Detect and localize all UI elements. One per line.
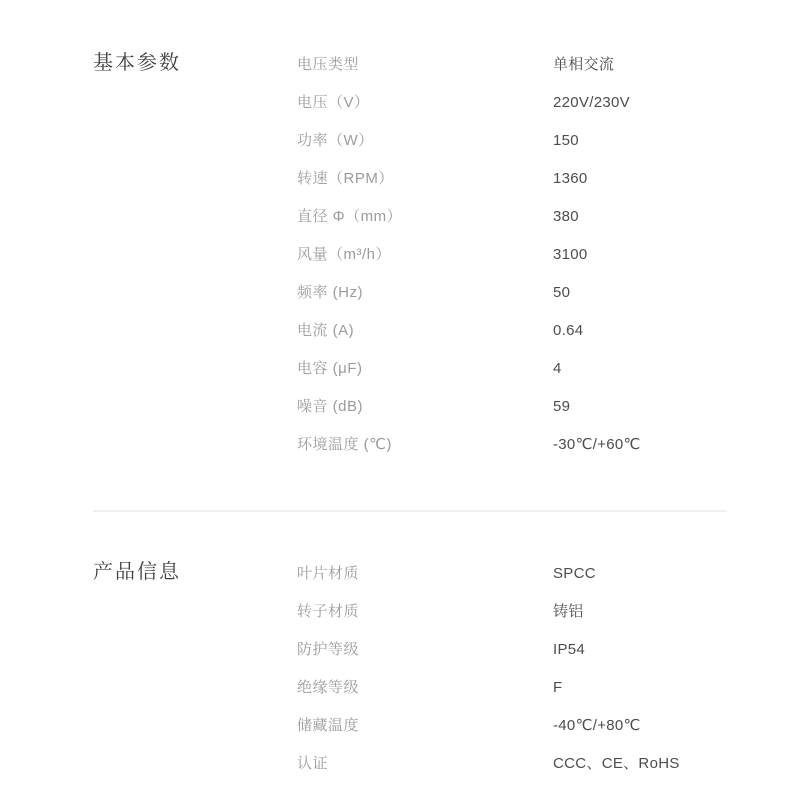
section-divider	[93, 510, 727, 512]
spec-label: 储藏温度	[297, 717, 360, 734]
spec-row	[297, 399, 727, 415]
spec-value: 50	[553, 284, 571, 301]
spec-value: 3100	[553, 246, 588, 263]
spec-row	[297, 285, 727, 301]
spec-row	[297, 566, 727, 582]
spec-value: SPCC	[553, 565, 596, 582]
spec-label: 认证	[297, 755, 329, 772]
spec-label: 功率（W）	[297, 132, 374, 149]
spec-row	[297, 680, 727, 696]
spec-label: 环境温度 (℃)	[297, 436, 393, 453]
spec-label: 电压（V）	[297, 94, 370, 111]
spec-row	[297, 247, 727, 263]
spec-row	[297, 95, 727, 111]
spec-value: 1360	[553, 170, 588, 187]
spec-value: 4	[553, 360, 562, 377]
section-product-info	[93, 559, 727, 772]
spec-label: 噪音 (dB)	[297, 398, 364, 415]
spec-value: 150	[553, 132, 579, 149]
spec-label: 绝缘等级	[297, 679, 360, 696]
spec-value: -40℃/+80℃	[553, 717, 641, 734]
spec-label: 叶片材质	[297, 565, 360, 582]
spec-label: 频率 (Hz)	[297, 284, 363, 301]
spec-value: IP54	[553, 641, 586, 658]
spec-value: 380	[553, 208, 579, 225]
spec-label: 电流 (A)	[297, 322, 355, 339]
section-title-basic-params: 基本参数	[93, 52, 181, 74]
spec-value: 铸铝	[553, 603, 584, 620]
spec-row	[297, 209, 727, 225]
spec-value: CCC、CE、RoHS	[553, 755, 680, 772]
spec-row	[297, 323, 727, 339]
spec-label: 电容 (μF)	[297, 360, 363, 377]
spec-row	[297, 756, 727, 772]
section-title-product-info: 产品信息	[93, 561, 181, 583]
spec-row	[297, 604, 727, 620]
spec-row	[297, 642, 727, 658]
spec-rows-product-info	[297, 559, 727, 772]
spec-rows-basic-params	[297, 50, 727, 453]
spec-label: 转速（RPM）	[297, 170, 394, 187]
spec-label: 风量（m³/h）	[297, 246, 392, 263]
section-basic-params	[93, 50, 727, 453]
spec-value: 59	[553, 398, 571, 415]
spec-row	[297, 718, 727, 734]
spec-value: F	[553, 679, 563, 696]
spec-value: 220V/230V	[553, 94, 630, 111]
spec-value: 0.64	[553, 322, 584, 339]
spec-value: -30℃/+60℃	[553, 436, 641, 453]
spec-row	[297, 171, 727, 187]
spec-label: 直径 Φ（mm）	[297, 208, 403, 225]
spec-row	[297, 437, 727, 453]
spec-label: 电压类型	[297, 56, 360, 73]
spec-label: 转子材质	[297, 603, 360, 620]
spec-row	[297, 57, 727, 73]
spec-row	[297, 361, 727, 377]
spec-label: 防护等级	[297, 641, 360, 658]
spec-value: 单相交流	[553, 56, 615, 73]
spec-row	[297, 133, 727, 149]
